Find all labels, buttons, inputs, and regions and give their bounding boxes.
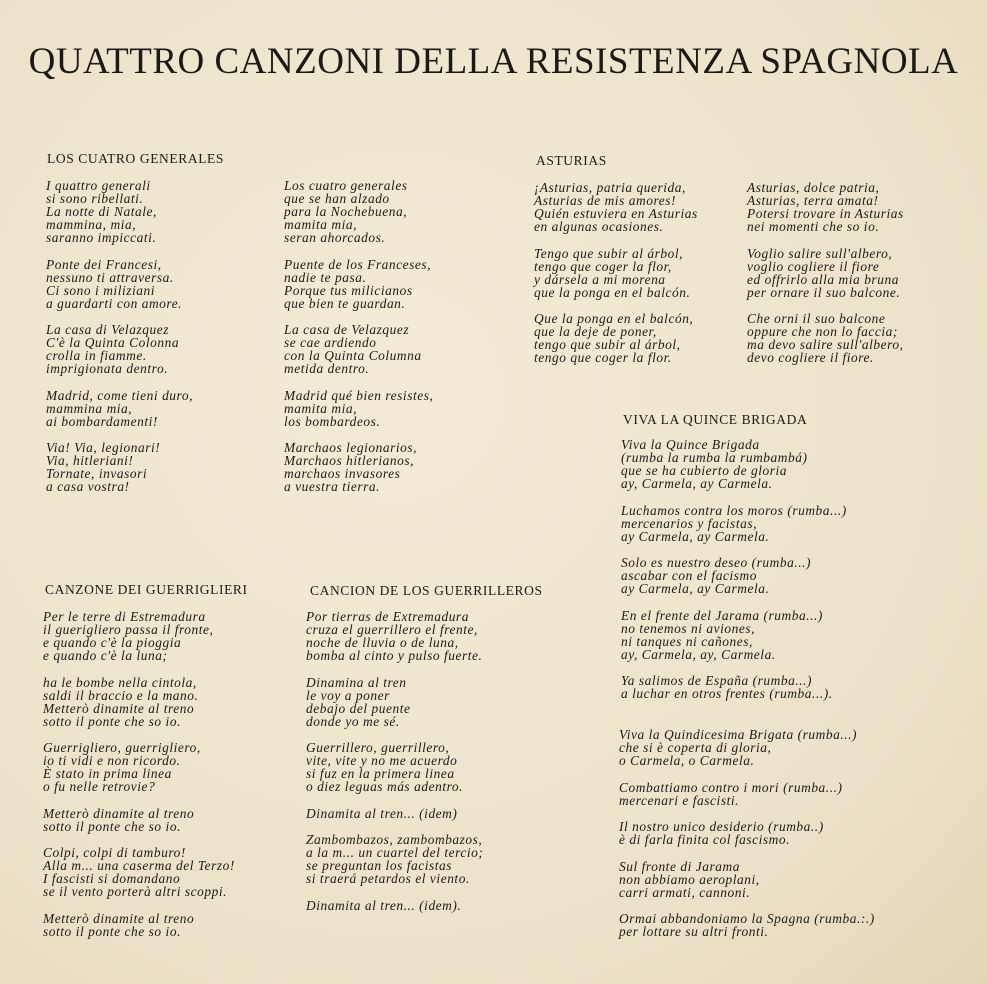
- stanza: [43, 741, 235, 793]
- lyric-line: ¡Asturias, patria querida,: [534, 180, 686, 195]
- stanza: [306, 899, 483, 912]
- lyric-line: Porque tus milicianos: [284, 282, 413, 298]
- lyric-line: Colpi, colpi di tamburo!: [43, 845, 186, 860]
- lyrics-generales-italian: [46, 179, 193, 507]
- lyrics-guerriglieri-italian: [43, 610, 235, 951]
- lyric-line: crolla in fiamme.: [46, 348, 147, 363]
- lyric-line: Guerrigliero, guerrigliero,: [43, 740, 201, 755]
- stanza: [621, 674, 847, 700]
- lyric-line: seran ahorcados.: [284, 230, 386, 245]
- stanza: [46, 389, 193, 428]
- song-heading-asturias: ASTURIAS: [536, 153, 607, 168]
- lyric-line: Via! Via, legionari!: [46, 440, 161, 455]
- lyric-line: Asturias de mis amores!: [534, 193, 676, 208]
- lyric-line: I fascisti si domandano: [43, 871, 181, 886]
- lyrics-asturias-spanish: [534, 181, 698, 378]
- lyric-line: ay, Carmela, ay Carmela.: [621, 476, 773, 491]
- lyric-line: Il nostro unico desiderio (rumba..): [619, 819, 824, 834]
- lyric-line: Asturias, dolce patria,: [747, 180, 880, 195]
- lyric-line: en algunas ocasiones.: [534, 219, 664, 234]
- lyric-line: La casa di Velazquez: [46, 322, 169, 337]
- stanza: [46, 323, 193, 375]
- song-heading-generales: LOS CUATRO GENERALES: [47, 151, 225, 166]
- stanza: [43, 610, 235, 662]
- lyric-line: Viva la Quince Brigada: [621, 437, 760, 452]
- lyric-line: si fuz en la primera linea: [306, 766, 455, 781]
- lyric-line: sotto il ponte che so io.: [43, 818, 181, 834]
- lyric-line: se cae ardiendo: [284, 335, 377, 350]
- stanza: [747, 181, 904, 233]
- lyric-line: è di farla finita col fascismo.: [619, 832, 791, 847]
- lyric-line: il guerigliero passa il fronte,: [43, 622, 214, 637]
- lyric-line: (rumba la rumba la rumbambá): [621, 450, 808, 465]
- lyric-line: y dársela a mi morena: [534, 271, 666, 287]
- lyric-line: Madrid qué bien resistes,: [284, 387, 434, 403]
- lyric-line: Metterò dinamite al treno: [43, 805, 195, 821]
- lyric-line: Viva la Quindicesima Brigata (rumba...): [619, 727, 858, 742]
- lyric-line: Combattiamo contro i mori (rumba...): [619, 779, 843, 795]
- stanza: [284, 179, 433, 244]
- lyric-line: tengo que coger la flor,: [534, 258, 672, 274]
- lyric-line: a casa vostra!: [46, 479, 130, 494]
- lyric-line: donde yo me sé.: [306, 713, 400, 729]
- lyric-line: imprigionata dentro.: [46, 361, 169, 376]
- lyric-line: nessuno ti attraversa.: [46, 269, 174, 285]
- stanza: [46, 441, 193, 493]
- lyric-line: se preguntan los facistas: [306, 858, 453, 873]
- lyric-line: Madrid, come tieni duro,: [46, 387, 193, 403]
- lyric-line: Via, hitleriani!: [46, 453, 134, 468]
- lyric-line: debajo del puente: [306, 700, 411, 716]
- lyric-line: per ornare il suo balcone.: [747, 284, 901, 300]
- lyric-line: que se ha cubierto de gloria: [621, 463, 788, 478]
- lyric-line: io ti vidi e non ricordo.: [43, 753, 181, 768]
- lyric-line: Tornate, invasori: [46, 466, 148, 481]
- lyric-line: que bien te guardan.: [284, 295, 406, 311]
- stanza: [46, 179, 193, 244]
- lyric-line: se il vento porterà altri scoppi.: [43, 884, 228, 899]
- stanza: [621, 556, 847, 595]
- lyric-line: C'è la Quinta Colonna: [46, 335, 180, 350]
- stanza: [306, 676, 483, 728]
- lyric-line: ay, Carmela, ay, Carmela.: [621, 646, 776, 662]
- lyric-line: e quando c'è la pioggia: [43, 635, 182, 650]
- lyric-line: ha le bombe nella cintola,: [43, 674, 197, 690]
- lyric-line: Dinamina al tren: [306, 674, 407, 690]
- lyric-line: Quién estuviera en Asturias: [534, 206, 698, 221]
- lyric-line: La casa de Velazquez: [284, 322, 410, 337]
- lyric-line: a guardarti con amore.: [46, 295, 183, 311]
- lyric-line: ascabar con el facismo: [621, 568, 757, 583]
- stanza: [284, 389, 433, 428]
- lyric-line: o fu nelle retrovie?: [43, 779, 156, 794]
- lyric-line: Ormai abbandoniamo la Spagna (rumba.:.): [619, 911, 875, 926]
- lyric-line: o Carmela, o Carmela.: [619, 753, 755, 768]
- lyric-line: sotto il ponte che so io.: [43, 713, 181, 729]
- lyric-line: e quando c'è la luna;: [43, 648, 168, 663]
- lyric-line: Tengo que subir al árbol,: [534, 245, 684, 261]
- lyric-line: o diez leguas más adentro.: [306, 779, 463, 794]
- lyric-line: que la ponga en el balcón.: [534, 284, 691, 300]
- lyric-line: Potersi trovare in Asturias: [747, 206, 904, 221]
- lyric-line: Dinamita al tren... (idem): [306, 805, 458, 821]
- stanza: [306, 807, 483, 820]
- lyric-line: I quattro generali: [46, 178, 151, 193]
- lyric-line: si traerá petardos el viento.: [306, 871, 470, 886]
- stanza: [43, 912, 235, 938]
- lyric-line: a luchar en otros frentes (rumba...).: [621, 686, 833, 701]
- lyric-line: Ponte dei Francesi,: [46, 256, 162, 272]
- lyric-line: noche de lluvia o de luna,: [306, 635, 459, 650]
- lyrics-asturias-italian: [747, 181, 904, 378]
- lyric-line: Asturias, terra amata!: [747, 193, 879, 208]
- lyric-line: che si è coperta di gloria,: [619, 740, 772, 755]
- lyric-line: per lottare su altri fronti.: [619, 924, 769, 939]
- lyric-line: tengo que coger la flor.: [534, 350, 672, 365]
- lyric-line: nadie te pasa.: [284, 269, 367, 285]
- stanza: [619, 912, 875, 938]
- stanza: [619, 820, 875, 846]
- stanza: [621, 504, 847, 543]
- lyric-line: Zambombazos, zambombazos,: [306, 832, 483, 847]
- stanza: [619, 860, 875, 899]
- lyric-line: Metterò dinamite al treno: [43, 700, 195, 716]
- lyric-line: oppure che non lo faccia;: [747, 324, 898, 339]
- lyric-line: carri armati, cannoni.: [619, 884, 751, 900]
- lyric-line: para la Nochebuena,: [284, 204, 408, 219]
- stanza: [284, 441, 433, 493]
- lyric-line: Alla m... una caserma del Terzo!: [43, 858, 235, 873]
- lyric-line: que la deje de poner,: [534, 324, 657, 339]
- lyric-line: cruza el guerrillero el frente,: [306, 622, 478, 637]
- stanza: [43, 807, 235, 833]
- page-title: QUATTRO CANZONI DELLA RESISTENZA SPAGNOLA: [28, 41, 959, 82]
- lyric-line: a la m... un cuartel del tercio;: [306, 845, 484, 860]
- lyric-line: ay Carmela, ay Carmela.: [621, 528, 770, 544]
- lyric-line: devo cogliere il fiore.: [747, 350, 874, 365]
- lyric-line: Metterò dinamite al treno: [43, 910, 195, 926]
- stanza: [534, 181, 698, 233]
- lyric-line: Guerrillero, guerrillero,: [306, 740, 450, 755]
- lyric-line: con la Quinta Columna: [284, 348, 422, 363]
- lyric-line: mamita mia,: [284, 217, 358, 232]
- lyric-line: Que la ponga en el balcón,: [534, 311, 694, 326]
- stanza: [284, 258, 433, 310]
- stanza: [284, 323, 433, 375]
- lyric-line: En el frente del Jarama (rumba...): [621, 607, 823, 623]
- stanza: [619, 728, 875, 767]
- lyric-line: que se han alzado: [284, 191, 390, 206]
- lyric-line: La notte di Natale,: [46, 204, 157, 219]
- lyric-line: Marchaos legionarios,: [284, 440, 418, 455]
- lyric-line: vite, vite y no me acuerdo: [306, 753, 458, 768]
- lyric-line: saranno impiccati.: [46, 230, 157, 245]
- lyric-line: Che orni il suo balcone: [747, 311, 886, 326]
- lyric-line: marchaos invasores: [284, 466, 401, 481]
- lyric-line: Solo es nuestro deseo (rumba...): [621, 555, 812, 570]
- stanza: [46, 258, 193, 310]
- lyric-line: Sul fronte di Jarama: [619, 858, 740, 874]
- lyric-line: Los cuatro generales: [284, 178, 408, 193]
- lyric-line: Marchaos hitlerianos,: [284, 453, 415, 468]
- lyric-line: voglio cogliere il fiore: [747, 258, 880, 274]
- lyric-line: sotto il ponte che so io.: [43, 923, 181, 939]
- song-heading-guerriglieri: CANZONE DEI GUERRIGLIERI: [45, 582, 248, 597]
- lyric-line: ni tanques ni cañones,: [621, 633, 753, 649]
- lyric-line: los bombardeos.: [284, 413, 381, 429]
- stanza: [619, 781, 875, 807]
- lyrics-guerrilleros-spanish: [306, 610, 483, 925]
- lyric-line: saldi il braccio e la mano.: [43, 687, 199, 703]
- stanza: [747, 247, 904, 299]
- lyric-line: mamita mia,: [284, 400, 358, 416]
- song-heading-guerrilleros: CANCION DE LOS GUERRILLEROS: [310, 583, 543, 598]
- lyric-line: Ci sono i miliziani: [46, 282, 156, 298]
- lyric-line: Por tierras de Extremadura: [306, 609, 469, 624]
- lyric-line: metida dentro.: [284, 361, 370, 376]
- song-heading-brigada: VIVA LA QUINCE BRIGADA: [623, 412, 808, 427]
- lyric-line: mammina mia,: [46, 400, 133, 416]
- lyric-line: mercenari e fascisti.: [619, 792, 740, 808]
- stanza: [747, 312, 904, 364]
- stanza: [306, 741, 483, 793]
- stanza: [621, 609, 847, 661]
- lyric-line: a vuestra tierra.: [284, 479, 381, 494]
- lyric-line: non abbiamo aeroplani,: [619, 871, 760, 887]
- lyric-line: Dinamita al tren... (idem).: [306, 897, 462, 913]
- lyric-line: no tenemos ni aviones,: [621, 620, 756, 636]
- lyric-line: ed offrirlo alla mia bruna: [747, 271, 899, 287]
- lyric-line: tengo que subir al árbol,: [534, 337, 681, 352]
- lyric-line: mercenarios y facistas,: [621, 515, 757, 531]
- lyric-line: ay Carmela, ay Carmela.: [621, 581, 770, 596]
- lyric-line: nei momenti che so io.: [747, 219, 880, 234]
- lyric-line: le voy a poner: [306, 687, 390, 703]
- stanza: [306, 833, 483, 885]
- stanza: [43, 846, 235, 898]
- lyrics-brigada-italian: [619, 728, 875, 952]
- stanza: [621, 438, 847, 490]
- lyrics-generales-spanish: [284, 179, 433, 507]
- lyric-line: È stato in prima linea: [43, 766, 172, 781]
- lyric-line: si sono ribellati.: [46, 191, 144, 206]
- lyric-line: ai bombardamenti!: [46, 413, 158, 429]
- lyric-line: ma devo salire sull'albero,: [747, 337, 904, 352]
- lyric-line: Per le terre di Estremadura: [43, 609, 206, 624]
- lyric-line: Luchamos contra los moros (rumba...): [621, 502, 847, 518]
- lyric-line: mammina, mia,: [46, 217, 137, 232]
- stanza: [43, 676, 235, 728]
- stanza: [306, 610, 483, 662]
- stanza: [534, 312, 698, 364]
- lyric-line: bomba al cinto y pulso fuerte.: [306, 648, 483, 663]
- lyric-line: Ya salimos de España (rumba...): [621, 673, 813, 688]
- lyric-line: Voglio salire sull'albero,: [747, 245, 893, 261]
- lyric-line: Puente de los Franceses,: [284, 256, 432, 272]
- stanza: [534, 247, 698, 299]
- lyrics-brigada-spanish: [621, 438, 847, 714]
